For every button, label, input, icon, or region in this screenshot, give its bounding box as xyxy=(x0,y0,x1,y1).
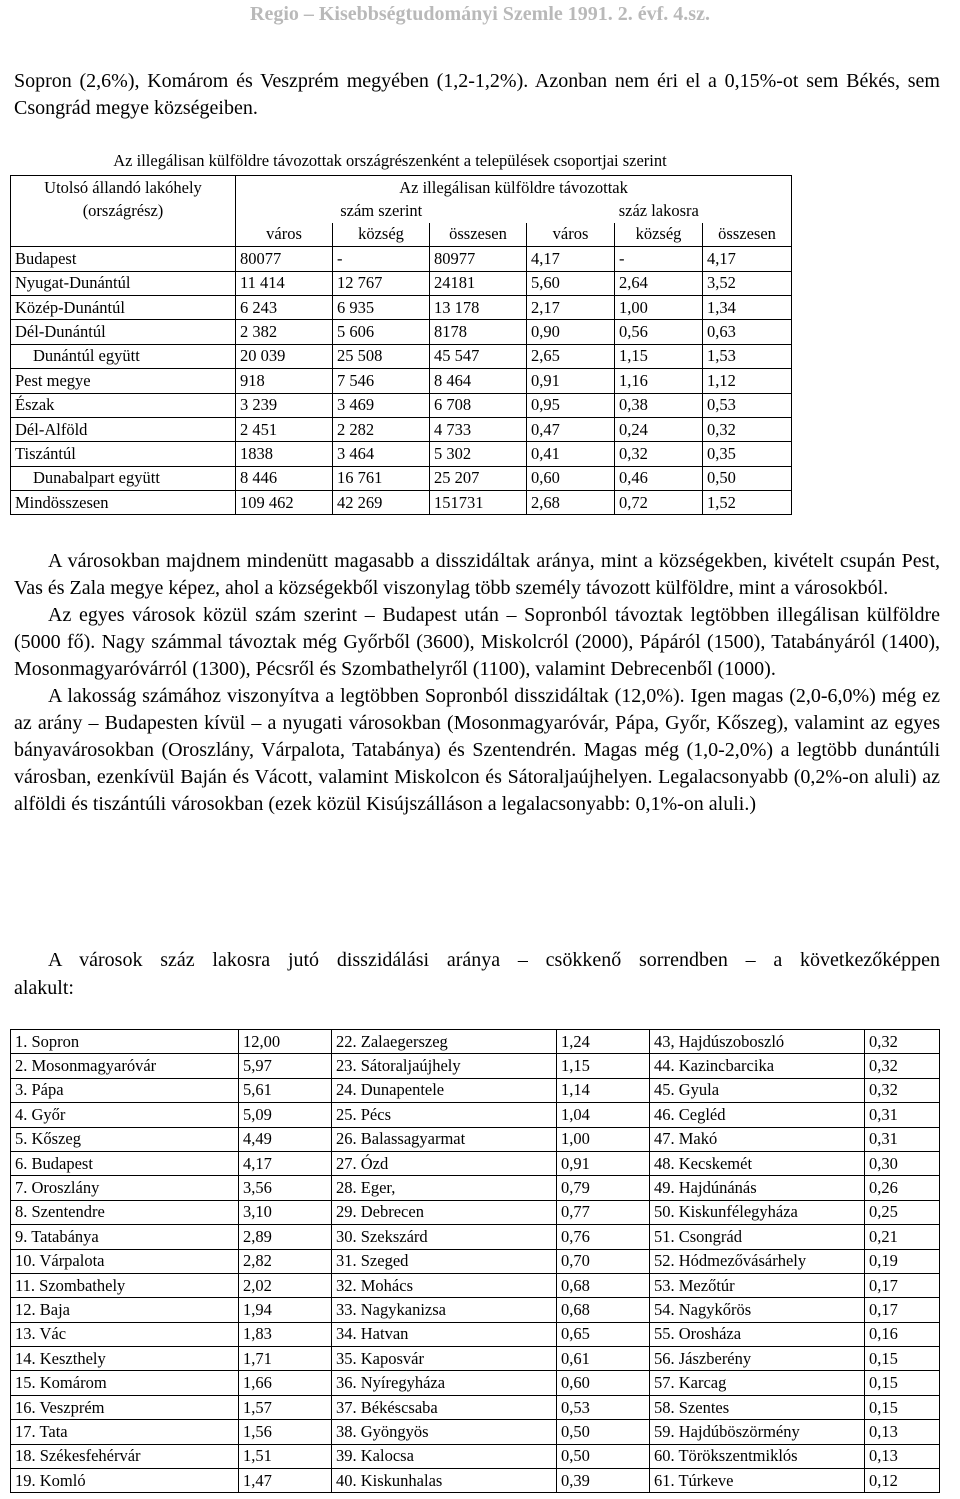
rate-cell: 3,10 xyxy=(239,1200,332,1224)
city-row xyxy=(11,1371,940,1395)
region-name-cell: Budapest xyxy=(11,247,236,271)
rate-cell: 0,79 xyxy=(557,1176,650,1200)
rate-cell: 0,17 xyxy=(865,1273,940,1297)
rate-cell: 3,56 xyxy=(239,1176,332,1200)
city-name-cell: 43, Hajdúszoboszló xyxy=(650,1030,865,1054)
rate-cell: 2,82 xyxy=(239,1249,332,1273)
rate-cell: 1,04 xyxy=(557,1103,650,1127)
rate-cell: 0,25 xyxy=(865,1200,940,1224)
value-cell: 0,32 xyxy=(615,442,703,466)
region-name-cell: Dunántúl együtt xyxy=(11,344,236,368)
value-cell: 25 207 xyxy=(430,466,527,490)
city-rate-ranking-table xyxy=(10,1029,940,1493)
city-name-cell: 2. Mosonmagyaróvár xyxy=(11,1054,239,1078)
value-cell: 6 243 xyxy=(236,295,333,319)
region-name-cell: Dunabalpart együtt xyxy=(11,466,236,490)
value-cell: 8178 xyxy=(430,320,527,344)
value-cell: 80077 xyxy=(236,247,333,271)
city-name-cell: 34. Hatvan xyxy=(332,1322,557,1346)
paragraph: A lakosság számához viszonyítva a legtöbben Sopronból disszidáltak (12,0%). Igen magas (2,0-6,0%) még ez az arány – Budapesten kívül – a nyugati városokban (Mosonmagyaróvár, Pápa, Győr, Kőszeg), valamint az egyes bányavárosokban (Oroszlány, Várpalota, Tatabánya) és Szentendrén. Magas még (1,0-2,0%) a legtöbb dunántúli városban, ezenkívül Baján és Vácott, valamint Miskolcon és Sátoraljaújhelyen. Legalacsonyabb (0,2%-on aluli) az alföldi és tiszántúli városokban (ezek közül Kisújszálláson a legalacsonyabb: 0,1%-on aluli.) xyxy=(14,685,940,815)
city-name-cell: 50. Kiskunfélegyháza xyxy=(650,1200,865,1224)
rate-cell: 1,56 xyxy=(239,1420,332,1444)
value-cell: 2 451 xyxy=(236,417,333,441)
value-cell: 0,95 xyxy=(527,393,615,417)
city-name-cell: 35. Kaposvár xyxy=(332,1347,557,1371)
region-header-1: Utolsó állandó lakóhely xyxy=(11,176,236,200)
city-name-cell: 51. Csongrád xyxy=(650,1225,865,1249)
rate-cell: 1,51 xyxy=(239,1444,332,1468)
table1-title: Az illegálisan külföldre távozottak országrészenként a települések csoportjai szerint xyxy=(113,151,667,170)
city-name-cell: 48. Kecskemét xyxy=(650,1151,865,1175)
subheader: község xyxy=(333,223,430,247)
intro-paragraph: Sopron (2,6%), Komárom és Veszprém megyében (1,2-1,2%). Azonban nem éri el a 0,15%-ot sem Békés, sem Csongrád megye községeiben. xyxy=(14,70,940,119)
value-cell: 0,24 xyxy=(615,417,703,441)
rate-cell: 0,32 xyxy=(865,1054,940,1078)
group-header-per100: száz lakosra xyxy=(527,199,792,222)
value-cell: - xyxy=(333,247,430,271)
region-row xyxy=(11,369,792,393)
city-name-cell: 19. Komló xyxy=(11,1469,239,1493)
value-cell: 4,17 xyxy=(527,247,615,271)
rate-cell: 1,83 xyxy=(239,1322,332,1346)
rate-cell: 0,53 xyxy=(557,1395,650,1419)
city-name-cell: 14. Keszthely xyxy=(11,1347,239,1371)
rate-cell: 0,50 xyxy=(557,1444,650,1468)
city-name-cell: 47. Makó xyxy=(650,1127,865,1151)
value-cell: 11 414 xyxy=(236,271,333,295)
city-row xyxy=(11,1298,940,1322)
rate-cell: 2,02 xyxy=(239,1273,332,1297)
city-name-cell: 59. Hajdúböszörmény xyxy=(650,1420,865,1444)
value-cell: 6 708 xyxy=(430,393,527,417)
city-name-cell: 58. Szentes xyxy=(650,1395,865,1419)
rate-cell: 0,17 xyxy=(865,1298,940,1322)
city-name-cell: 36. Nyíregyháza xyxy=(332,1371,557,1395)
value-cell: 80977 xyxy=(430,247,527,271)
rate-cell: 1,15 xyxy=(557,1054,650,1078)
region-row xyxy=(11,344,792,368)
rate-cell: 1,14 xyxy=(557,1078,650,1102)
value-cell: 12 767 xyxy=(333,271,430,295)
value-cell: - xyxy=(615,247,703,271)
city-row xyxy=(11,1151,940,1175)
value-cell: 8 464 xyxy=(430,369,527,393)
city-row xyxy=(11,1347,940,1371)
city-name-cell: 28. Eger, xyxy=(332,1176,557,1200)
city-name-cell: 15. Komárom xyxy=(11,1371,239,1395)
city-row xyxy=(11,1395,940,1419)
city-name-cell: 29. Debrecen xyxy=(332,1200,557,1224)
rate-cell: 0,32 xyxy=(865,1078,940,1102)
value-cell: 45 547 xyxy=(430,344,527,368)
city-name-cell: 18. Székesfehérvár xyxy=(11,1444,239,1468)
value-cell: 5 302 xyxy=(430,442,527,466)
value-cell: 1,52 xyxy=(703,491,792,515)
city-name-cell: 7. Oroszlány xyxy=(11,1176,239,1200)
value-cell: 0,90 xyxy=(527,320,615,344)
city-name-cell: 53. Mezőtúr xyxy=(650,1273,865,1297)
value-cell: 3 239 xyxy=(236,393,333,417)
city-name-cell: 32. Mohács xyxy=(332,1273,557,1297)
region-row xyxy=(11,466,792,490)
rate-cell: 0,13 xyxy=(865,1420,940,1444)
value-cell: 1,12 xyxy=(703,369,792,393)
city-row xyxy=(11,1322,940,1346)
region-name-cell: Észak xyxy=(11,393,236,417)
rate-cell: 0,21 xyxy=(865,1225,940,1249)
subheader: község xyxy=(615,223,703,247)
region-name-cell: Pest megye xyxy=(11,369,236,393)
rate-cell: 0,26 xyxy=(865,1176,940,1200)
subheader: összesen xyxy=(703,223,792,247)
paragraph: Az egyes városok közül szám szerint – Budapest után – Sopronból távoztak legtöbben illegálisan külföldre (5000 fő). Nagy számmal távoztak még Győrből (3600), Miskolcról (2000), Pápáról (1500), Tatabányáról (1400), Mosonmagyaróvárról (1300), Pécsről és Szombathelyről (1100), valamint Debrecenből (1000). xyxy=(14,604,940,680)
rate-cell: 0,15 xyxy=(865,1371,940,1395)
city-name-cell: 52. Hódmezővásárhely xyxy=(650,1249,865,1273)
value-cell: 3 469 xyxy=(333,393,430,417)
table2-intro: A városok száz lakosra jutó disszidálási aránya – csökkenő sorrendben – a következőképpen alakult: xyxy=(14,949,940,999)
value-cell: 0,53 xyxy=(703,393,792,417)
city-name-cell: 25. Pécs xyxy=(332,1103,557,1127)
value-cell: 1,15 xyxy=(615,344,703,368)
region-row xyxy=(11,320,792,344)
rate-cell: 5,61 xyxy=(239,1078,332,1102)
value-cell: 20 039 xyxy=(236,344,333,368)
region-row xyxy=(11,417,792,441)
region-name-cell: Mindösszesen xyxy=(11,491,236,515)
value-cell: 2,68 xyxy=(527,491,615,515)
value-cell: 4 733 xyxy=(430,417,527,441)
city-name-cell: 27. Ózd xyxy=(332,1151,557,1175)
city-row xyxy=(11,1444,940,1468)
rate-cell: 0,15 xyxy=(865,1347,940,1371)
city-row xyxy=(11,1078,940,1102)
city-name-cell: 38. Gyöngyös xyxy=(332,1420,557,1444)
value-cell: 24181 xyxy=(430,271,527,295)
city-name-cell: 17. Tata xyxy=(11,1420,239,1444)
rate-cell: 0,31 xyxy=(865,1103,940,1127)
city-name-cell: 11. Szombathely xyxy=(11,1273,239,1297)
rate-cell: 0,13 xyxy=(865,1444,940,1468)
rate-cell: 1,94 xyxy=(239,1298,332,1322)
city-name-cell: 3. Pápa xyxy=(11,1078,239,1102)
rate-cell: 5,09 xyxy=(239,1103,332,1127)
rate-cell: 0,91 xyxy=(557,1151,650,1175)
city-name-cell: 26. Balassagyarmat xyxy=(332,1127,557,1151)
rate-cell: 1,71 xyxy=(239,1347,332,1371)
city-row xyxy=(11,1200,940,1224)
rate-cell: 0,76 xyxy=(557,1225,650,1249)
value-cell: 5,60 xyxy=(527,271,615,295)
rate-cell: 12,00 xyxy=(239,1030,332,1054)
value-cell: 1,53 xyxy=(703,344,792,368)
value-cell: 2,65 xyxy=(527,344,615,368)
city-name-cell: 31. Szeged xyxy=(332,1249,557,1273)
value-cell: 918 xyxy=(236,369,333,393)
value-cell: 0,63 xyxy=(703,320,792,344)
region-name-cell: Közép-Dunántúl xyxy=(11,295,236,319)
city-name-cell: 49. Hajdúnánás xyxy=(650,1176,865,1200)
value-cell: 0,50 xyxy=(703,466,792,490)
value-cell: 0,38 xyxy=(615,393,703,417)
city-name-cell: 8. Szentendre xyxy=(11,1200,239,1224)
running-header: Regio – Kisebbségtudományi Szemle 1991. 2. évf. 4.sz. xyxy=(250,3,710,25)
city-name-cell: 12. Baja xyxy=(11,1298,239,1322)
value-cell: 109 462 xyxy=(236,491,333,515)
region-row xyxy=(11,271,792,295)
value-cell: 1,00 xyxy=(615,295,703,319)
value-cell: 0,56 xyxy=(615,320,703,344)
city-name-cell: 6. Budapest xyxy=(11,1151,239,1175)
city-name-cell: 54. Nagykőrös xyxy=(650,1298,865,1322)
rate-cell: 0,15 xyxy=(865,1395,940,1419)
city-name-cell: 13. Vác xyxy=(11,1322,239,1346)
value-cell: 0,60 xyxy=(527,466,615,490)
table2-body xyxy=(11,1030,940,1493)
rate-cell: 0,16 xyxy=(865,1322,940,1346)
rate-cell: 1,47 xyxy=(239,1469,332,1493)
city-name-cell: 40. Kiskunhalas xyxy=(332,1469,557,1493)
city-name-cell: 24. Dunapentele xyxy=(332,1078,557,1102)
subheader: város xyxy=(527,223,615,247)
value-cell: 0,91 xyxy=(527,369,615,393)
city-name-cell: 46. Cegléd xyxy=(650,1103,865,1127)
value-cell: 13 178 xyxy=(430,295,527,319)
city-name-cell: 56. Jászberény xyxy=(650,1347,865,1371)
value-cell: 1,34 xyxy=(703,295,792,319)
value-cell: 0,46 xyxy=(615,466,703,490)
value-cell: 1838 xyxy=(236,442,333,466)
city-name-cell: 23. Sátoraljaújhely xyxy=(332,1054,557,1078)
region-row xyxy=(11,442,792,466)
value-cell: 42 269 xyxy=(333,491,430,515)
city-row xyxy=(11,1176,940,1200)
region-name-cell: Tiszántúl xyxy=(11,442,236,466)
value-cell: 25 508 xyxy=(333,344,430,368)
rate-cell: 1,24 xyxy=(557,1030,650,1054)
city-name-cell: 57. Karcag xyxy=(650,1371,865,1395)
value-cell: 8 446 xyxy=(236,466,333,490)
value-cell: 3,52 xyxy=(703,271,792,295)
city-row xyxy=(11,1273,940,1297)
rate-cell: 4,17 xyxy=(239,1151,332,1175)
rate-cell: 0,12 xyxy=(865,1469,940,1493)
rate-cell: 0,61 xyxy=(557,1347,650,1371)
value-cell: 2 382 xyxy=(236,320,333,344)
main-column-header: Az illegálisan külföldre távozottak xyxy=(236,176,792,200)
region-header-2: (országrész) xyxy=(11,199,236,222)
city-name-cell: 45. Gyula xyxy=(650,1078,865,1102)
paragraph: A városokban majdnem mindenütt magasabb a disszidáltak aránya, mint a községekben, kivételt csupán Pest, Vas és Zala megye képez, ahol a községekből viszonylag több személy távozott külföldre, mint a városokból. xyxy=(14,550,940,599)
value-cell: 5 606 xyxy=(333,320,430,344)
region-row xyxy=(11,393,792,417)
region-name-cell: Dél-Dunántúl xyxy=(11,320,236,344)
value-cell: 0,72 xyxy=(615,491,703,515)
city-name-cell: 33. Nagykanizsa xyxy=(332,1298,557,1322)
city-name-cell: 10. Várpalota xyxy=(11,1249,239,1273)
city-name-cell: 37. Békéscsaba xyxy=(332,1395,557,1419)
value-cell: 151731 xyxy=(430,491,527,515)
rate-cell: 0,68 xyxy=(557,1298,650,1322)
city-name-cell: 1. Sopron xyxy=(11,1030,239,1054)
rate-cell: 5,97 xyxy=(239,1054,332,1078)
value-cell: 0,32 xyxy=(703,417,792,441)
value-cell: 16 761 xyxy=(333,466,430,490)
rate-cell: 1,57 xyxy=(239,1395,332,1419)
body-text xyxy=(14,548,940,818)
value-cell: 0,35 xyxy=(703,442,792,466)
city-row xyxy=(11,1054,940,1078)
city-row xyxy=(11,1225,940,1249)
value-cell: 2,17 xyxy=(527,295,615,319)
city-row xyxy=(11,1030,940,1054)
city-row xyxy=(11,1469,940,1493)
city-name-cell: 22. Zalaegerszeg xyxy=(332,1030,557,1054)
rate-cell: 2,89 xyxy=(239,1225,332,1249)
emigrants-by-region-table xyxy=(10,175,792,515)
value-cell: 7 546 xyxy=(333,369,430,393)
rate-cell: 0,60 xyxy=(557,1371,650,1395)
rate-cell: 0,65 xyxy=(557,1322,650,1346)
city-row xyxy=(11,1249,940,1273)
rate-cell: 0,19 xyxy=(865,1249,940,1273)
group-header-number: szám szerint xyxy=(236,199,527,222)
rate-cell: 4,49 xyxy=(239,1127,332,1151)
rate-cell: 0,68 xyxy=(557,1273,650,1297)
city-name-cell: 55. Orosháza xyxy=(650,1322,865,1346)
city-name-cell: 30. Szekszárd xyxy=(332,1225,557,1249)
rate-cell: 0,31 xyxy=(865,1127,940,1151)
value-cell: 4,17 xyxy=(703,247,792,271)
value-cell: 1,16 xyxy=(615,369,703,393)
value-cell: 0,47 xyxy=(527,417,615,441)
city-row xyxy=(11,1103,940,1127)
value-cell: 2 282 xyxy=(333,417,430,441)
region-row xyxy=(11,295,792,319)
city-name-cell: 44. Kazincbarcika xyxy=(650,1054,865,1078)
rate-cell: 0,30 xyxy=(865,1151,940,1175)
table1-body xyxy=(11,247,792,515)
rate-cell: 0,32 xyxy=(865,1030,940,1054)
region-name-cell: Nyugat-Dunántúl xyxy=(11,271,236,295)
value-cell: 3 464 xyxy=(333,442,430,466)
city-name-cell: 5. Kőszeg xyxy=(11,1127,239,1151)
value-cell: 6 935 xyxy=(333,295,430,319)
city-name-cell: 16. Veszprém xyxy=(11,1395,239,1419)
region-row xyxy=(11,491,792,515)
region-header-blank xyxy=(11,223,236,247)
rate-cell: 0,70 xyxy=(557,1249,650,1273)
city-row xyxy=(11,1420,940,1444)
subheader: város xyxy=(236,223,333,247)
rate-cell: 0,50 xyxy=(557,1420,650,1444)
rate-cell: 1,66 xyxy=(239,1371,332,1395)
rate-cell: 1,00 xyxy=(557,1127,650,1151)
city-name-cell: 4. Győr xyxy=(11,1103,239,1127)
city-name-cell: 39. Kalocsa xyxy=(332,1444,557,1468)
city-name-cell: 61. Túrkeve xyxy=(650,1469,865,1493)
value-cell: 2,64 xyxy=(615,271,703,295)
region-name-cell: Dél-Alföld xyxy=(11,417,236,441)
city-name-cell: 9. Tatabánya xyxy=(11,1225,239,1249)
region-row xyxy=(11,247,792,271)
city-name-cell: 60. Törökszentmiklós xyxy=(650,1444,865,1468)
city-row xyxy=(11,1127,940,1151)
rate-cell: 0,77 xyxy=(557,1200,650,1224)
subheader: összesen xyxy=(430,223,527,247)
value-cell: 0,41 xyxy=(527,442,615,466)
rate-cell: 0,39 xyxy=(557,1469,650,1493)
